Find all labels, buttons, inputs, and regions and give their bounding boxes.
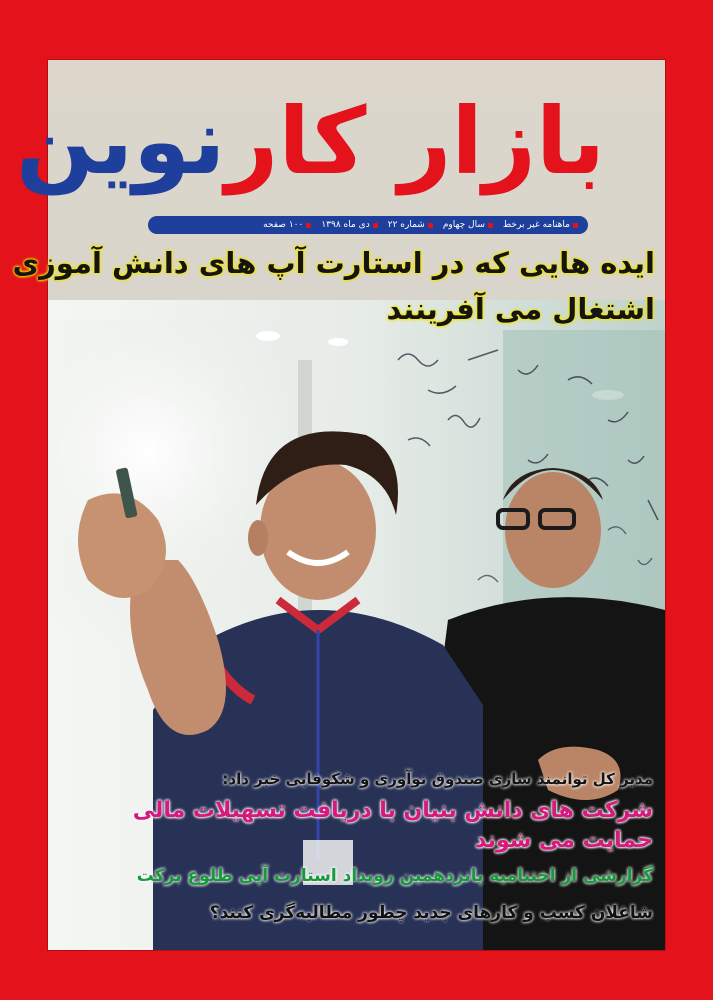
info-item-issue	[388, 220, 433, 230]
headline-line-2: اشتغال می آفرینند	[386, 292, 655, 326]
bullet-icon	[488, 223, 493, 228]
story-dark: شاغلان کسب و کارهای جدید چطور مطالبه‌گری کنند؟	[209, 903, 653, 923]
story-main-line-1: شرکت های دانش بنیان با دریافت تسهیلات مالی	[132, 798, 653, 823]
info-item-pages	[263, 220, 311, 230]
masthead-blue-text: نوین	[15, 88, 226, 195]
story-green: گزارشی از اختتامیه پانزدهمین رویداد استارت آپی طلوع برکت	[136, 866, 653, 886]
bullet-icon	[373, 223, 378, 228]
story-kicker: مدیر کل توانمند سازی صندوق نوآوری و شکوفایی خبر داد:	[222, 770, 653, 788]
info-year-label: سال چهاوم	[442, 220, 485, 230]
bullet-icon	[306, 223, 311, 228]
info-item-date	[321, 220, 377, 230]
masthead-red-text: بازار کار	[225, 88, 605, 195]
info-pages-label: ۱۰۰ صفحه	[263, 220, 304, 230]
magazine-cover	[12, 60, 665, 950]
info-issue-label: شماره ۲۲	[387, 220, 425, 230]
info-date-label: دی ماه ۱۳۹۸	[321, 220, 370, 230]
info-item-year	[443, 220, 493, 230]
headline-line-1: ایده هایی که در استارت آپ های دانش آموزی	[12, 246, 655, 280]
issue-info-bar	[148, 216, 588, 234]
bullet-icon	[428, 223, 433, 228]
story-main-line-2: حمایت می شوند	[474, 828, 653, 853]
bullet-icon	[573, 223, 578, 228]
info-type-label: ماهنامه غیر برخط	[502, 220, 570, 230]
info-item-type	[503, 220, 578, 230]
masthead-logo	[15, 82, 605, 202]
